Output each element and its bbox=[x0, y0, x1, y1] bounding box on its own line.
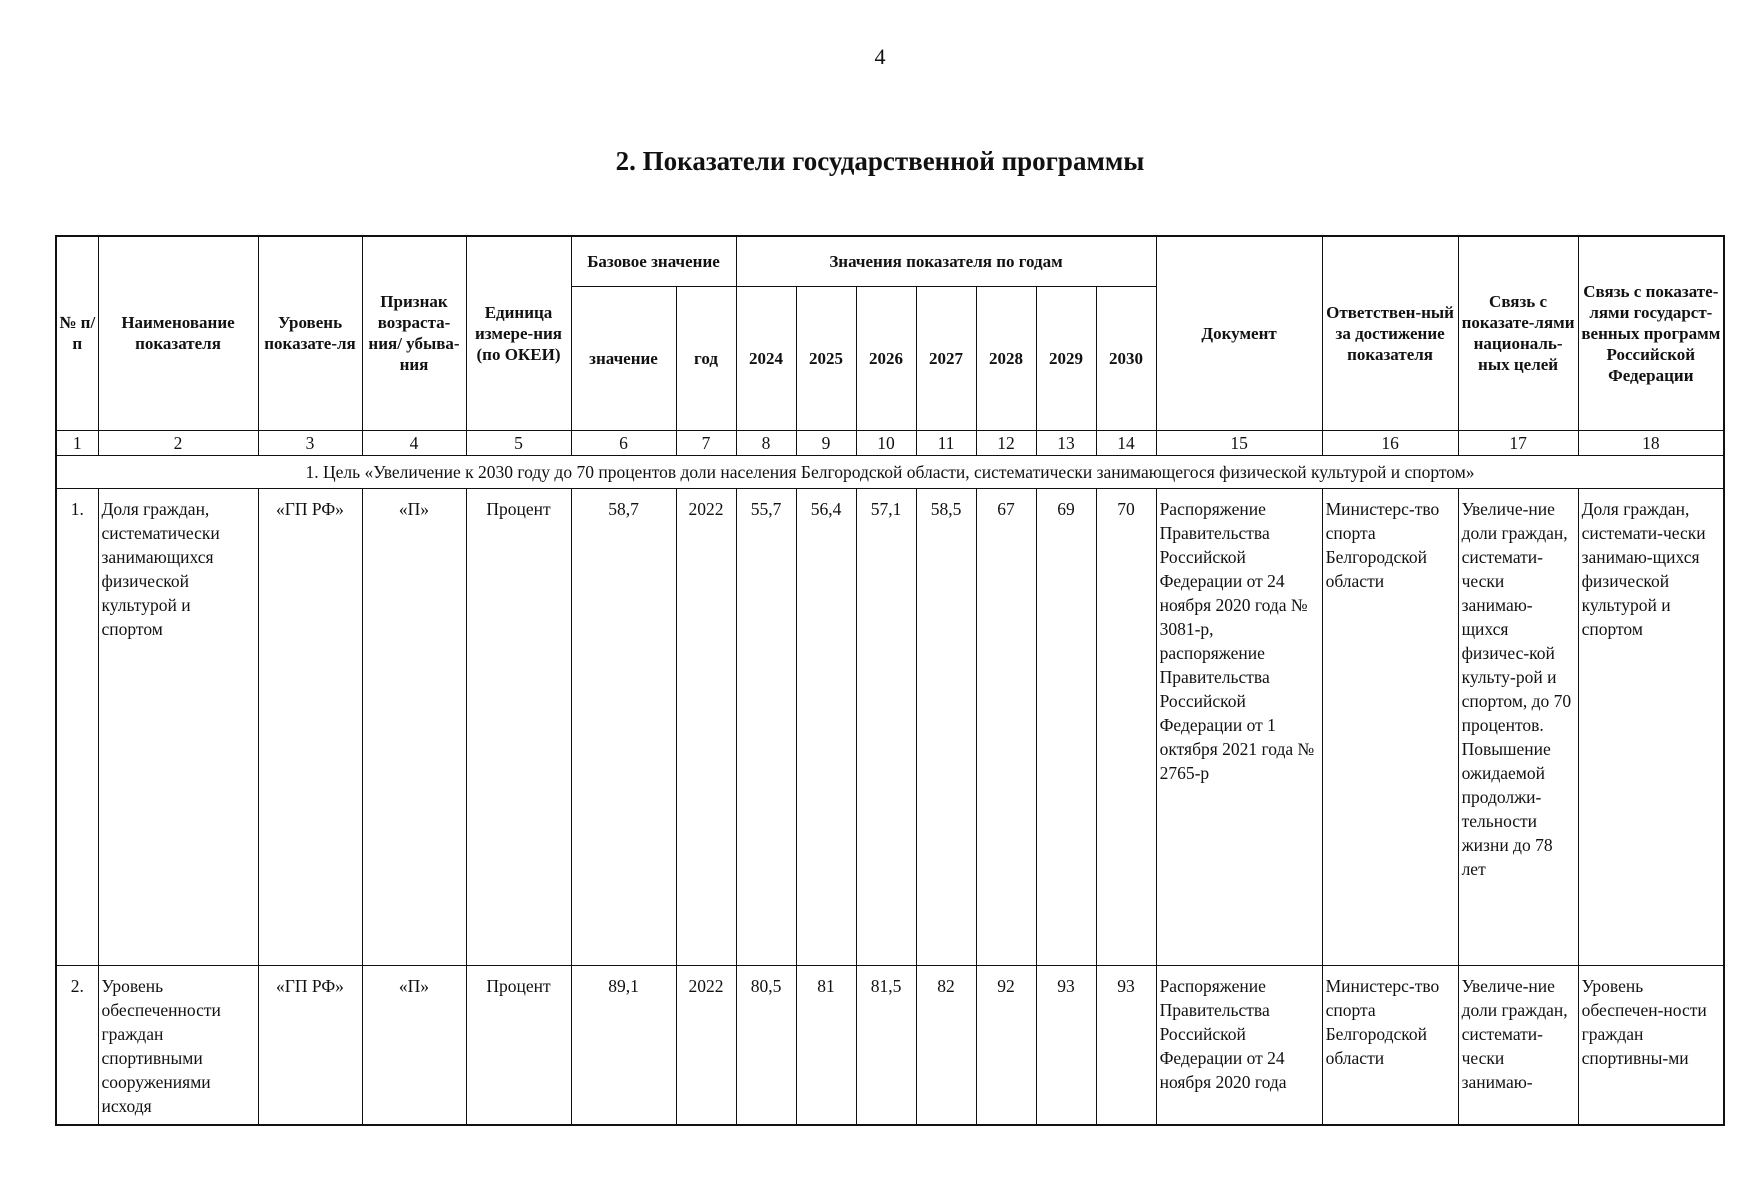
column-number: 9 bbox=[796, 430, 856, 455]
indicators-table bbox=[55, 235, 1725, 1126]
header-year: 2027 bbox=[916, 286, 976, 430]
document-text: Распоряжение Правительства Российской Федерации от 24 ноября 2020 года bbox=[1156, 965, 1322, 1125]
goal-row bbox=[56, 455, 1724, 488]
header-base-value: значение bbox=[571, 286, 676, 430]
base-value: 58,7 bbox=[571, 488, 676, 965]
header-base: Базовое значение bbox=[571, 236, 736, 286]
column-number: 1 bbox=[56, 430, 98, 455]
header-year: 2029 bbox=[1036, 286, 1096, 430]
page-title: 2. Показатели государственной программы bbox=[615, 146, 1145, 176]
header-num: № п/п bbox=[56, 236, 98, 430]
table-header bbox=[56, 236, 1724, 430]
header-name: Наименование показателя bbox=[98, 236, 258, 430]
indicator-name: Уровень обеспеченности граждан спортивными сооружениями исходя bbox=[98, 965, 258, 1125]
link-national-text: Увеличе-ние доли граждан, системати-чески занимаю- bbox=[1458, 965, 1578, 1125]
year-value: 57,1 bbox=[856, 488, 916, 965]
header-year: 2024 bbox=[736, 286, 796, 430]
header-sign: Признак возраста-ния/ убыва-ния bbox=[362, 236, 466, 430]
header-base-year: год bbox=[676, 286, 736, 430]
indicator-name: Доля граждан, систематически занимающихся физической культурой и спортом bbox=[98, 488, 258, 965]
indicator-unit: Процент bbox=[466, 965, 571, 1125]
column-number: 17 bbox=[1458, 430, 1578, 455]
column-number: 2 bbox=[98, 430, 258, 455]
indicator-sign: «П» bbox=[362, 965, 466, 1125]
column-number: 11 bbox=[916, 430, 976, 455]
base-year: 2022 bbox=[676, 965, 736, 1125]
year-value: 82 bbox=[916, 965, 976, 1125]
responsible-text: Министерс-тво спорта Белгородской области bbox=[1322, 488, 1458, 965]
table-row bbox=[56, 488, 1724, 965]
header-document: Документ bbox=[1156, 236, 1322, 430]
year-value: 92 bbox=[976, 965, 1036, 1125]
link-national-text: Увеличе-ние доли граждан, системати-чески занимаю-щихся физичес-кой культу-рой и спортом, до 70 процентов. Повышение ожидаемой продолжи-тельности жизни до 78 лет bbox=[1458, 488, 1578, 965]
column-number-row bbox=[56, 430, 1724, 455]
link-state-text: Уровень обеспечен-ности граждан спортивны-ми bbox=[1578, 965, 1724, 1125]
year-value: 70 bbox=[1096, 488, 1156, 965]
indicator-level: «ГП РФ» bbox=[258, 488, 362, 965]
responsible-text: Министерс-тво спорта Белгородской области bbox=[1322, 965, 1458, 1125]
column-number: 6 bbox=[571, 430, 676, 455]
header-year: 2030 bbox=[1096, 286, 1156, 430]
row-num: 1. bbox=[56, 488, 98, 965]
base-value: 89,1 bbox=[571, 965, 676, 1125]
header-year: 2028 bbox=[976, 286, 1036, 430]
table-row bbox=[56, 965, 1724, 1125]
column-number: 18 bbox=[1578, 430, 1724, 455]
header-unit: Единица измере-ния (по ОКЕИ) bbox=[466, 236, 571, 430]
column-number: 15 bbox=[1156, 430, 1322, 455]
indicator-unit: Процент bbox=[466, 488, 571, 965]
column-number: 4 bbox=[362, 430, 466, 455]
year-value: 93 bbox=[1096, 965, 1156, 1125]
link-state-text: Доля граждан, системати-чески занимаю-щихся физической культурой и спортом bbox=[1578, 488, 1724, 965]
header-link-state: Связь с показате-лями государст-венных программ Российской Федерации bbox=[1578, 236, 1724, 430]
column-number: 8 bbox=[736, 430, 796, 455]
column-number: 16 bbox=[1322, 430, 1458, 455]
column-number: 10 bbox=[856, 430, 916, 455]
header-responsible: Ответствен-ный за достижение показателя bbox=[1322, 236, 1458, 430]
document-text: Распоряжение Правительства Российской Федерации от 24 ноября 2020 года № 3081-р, распоряжение Правительства Российской Федерации от 1 октября 2021 года № 2765-р bbox=[1156, 488, 1322, 965]
header-level: Уровень показате-ля bbox=[258, 236, 362, 430]
year-value: 81,5 bbox=[856, 965, 916, 1125]
column-number: 3 bbox=[258, 430, 362, 455]
year-value: 55,7 bbox=[736, 488, 796, 965]
header-values-by-year: Значения показателя по годам bbox=[736, 236, 1156, 286]
year-value: 93 bbox=[1036, 965, 1096, 1125]
column-number: 5 bbox=[466, 430, 571, 455]
year-value: 81 bbox=[796, 965, 856, 1125]
page-number: 4 bbox=[874, 44, 886, 69]
year-value: 58,5 bbox=[916, 488, 976, 965]
column-number: 14 bbox=[1096, 430, 1156, 455]
header-link-national: Связь с показате-лями националь-ных целей bbox=[1458, 236, 1578, 430]
header-year: 2025 bbox=[796, 286, 856, 430]
base-year: 2022 bbox=[676, 488, 736, 965]
header-year: 2026 bbox=[856, 286, 916, 430]
indicator-sign: «П» bbox=[362, 488, 466, 965]
column-number: 7 bbox=[676, 430, 736, 455]
year-value: 67 bbox=[976, 488, 1036, 965]
row-num: 2. bbox=[56, 965, 98, 1125]
column-number: 13 bbox=[1036, 430, 1096, 455]
column-number: 12 bbox=[976, 430, 1036, 455]
year-value: 56,4 bbox=[796, 488, 856, 965]
indicator-level: «ГП РФ» bbox=[258, 965, 362, 1125]
year-value: 80,5 bbox=[736, 965, 796, 1125]
year-value: 69 bbox=[1036, 488, 1096, 965]
goal-text: 1. Цель «Увеличение к 2030 году до 70 процентов доли населения Белгородской области, систематически занимающегося физической культурой и спортом» bbox=[56, 455, 1724, 488]
